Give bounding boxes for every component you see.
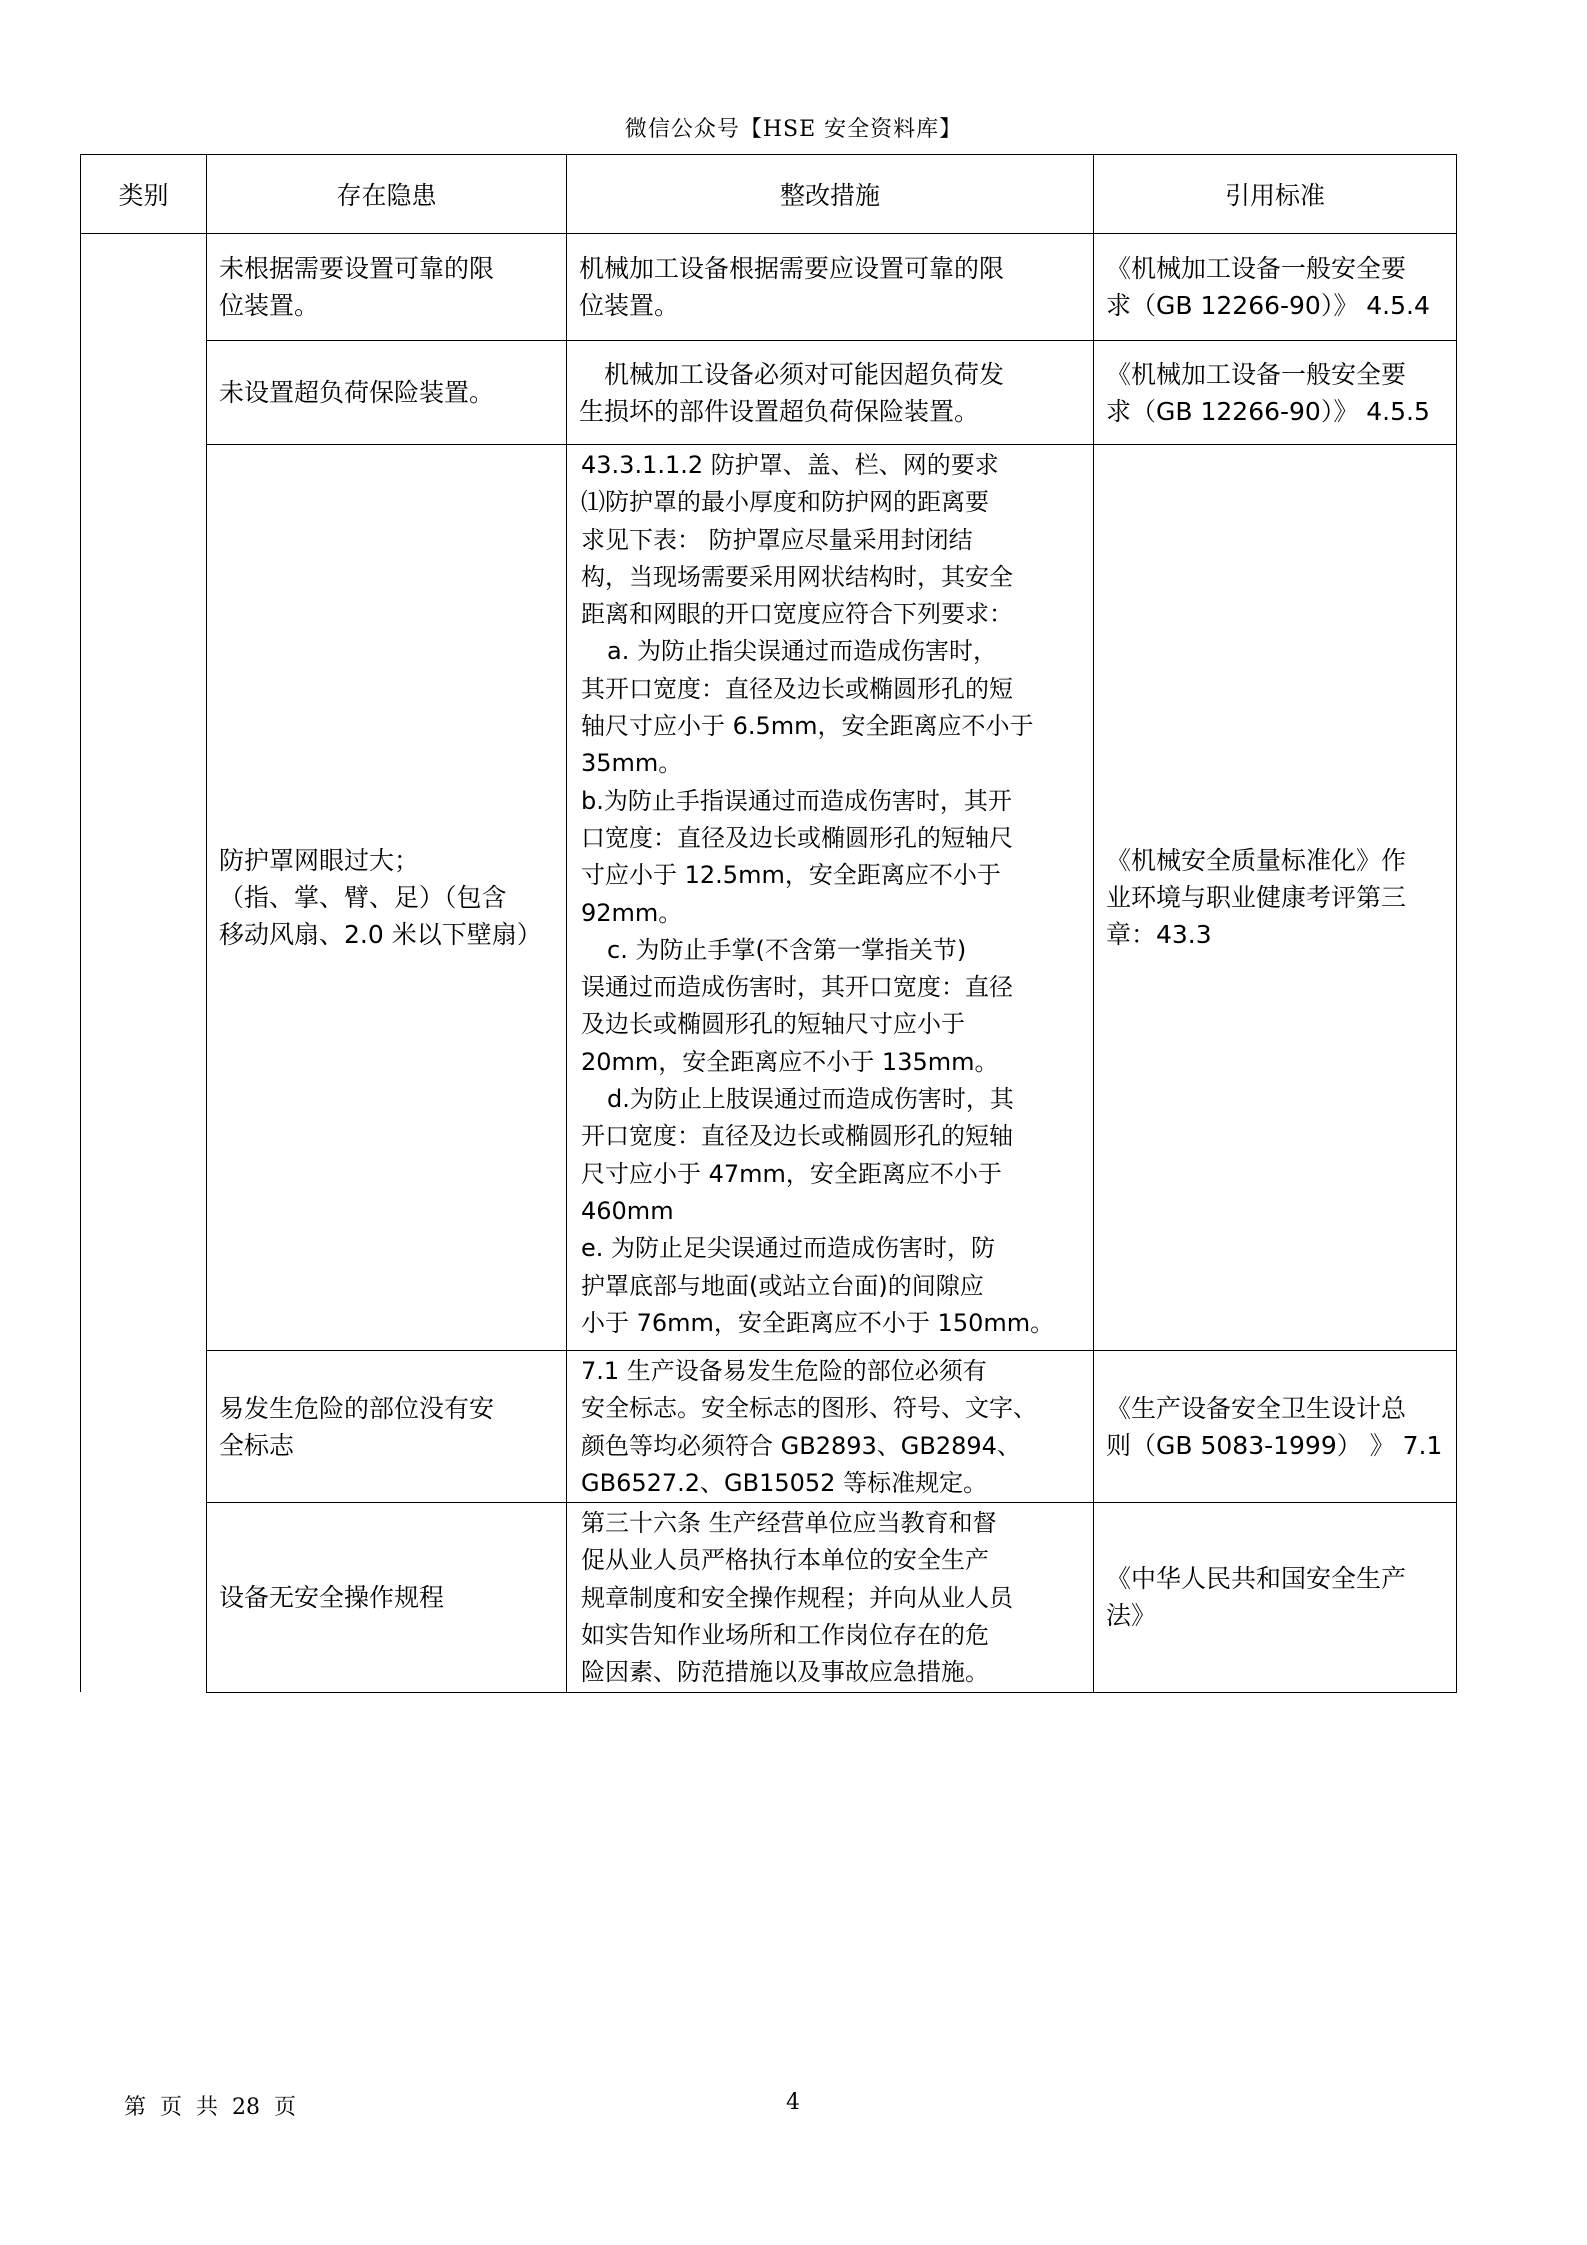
- measure-line: c. 为防止手掌(不含第一掌指关节): [607, 935, 967, 964]
- measure-line: 92mm。: [581, 898, 683, 927]
- standard-line: 业环境与职业健康考评第三: [1106, 883, 1407, 912]
- standard-line: 求（GB 12266-90）》 4.5.4: [1106, 291, 1430, 320]
- page-count-label: [124, 2090, 310, 2121]
- measure-line: 生损坏的部件设置超负荷保险装置。: [579, 396, 980, 426]
- measure-line: 构，当现场需要采用网状结构时，其安全: [581, 562, 1013, 591]
- measure-line: a. 为防止指尖误通过而造成伤害时，: [607, 637, 997, 666]
- hazard-line: 全标志: [219, 1430, 295, 1460]
- measure-line: 险因素、防范措施以及事故应急措施。: [581, 1658, 989, 1687]
- measure-line: 误通过而造成伤害时，其开口宽度：直径: [581, 973, 1013, 1002]
- measure-line: 规章制度和安全操作规程；并向从业人员: [581, 1583, 1013, 1612]
- standard-line: 《机械安全质量标准化》作: [1106, 846, 1407, 875]
- measure-line: 其开口宽度：直径及边长或椭圆形孔的短: [581, 674, 1013, 703]
- measure-cell: [567, 234, 1094, 341]
- measure-line: 位装置。: [579, 291, 680, 320]
- page-label-part: 页: [160, 2095, 183, 2120]
- measure-line: 开口宽度：直径及边长或椭圆形孔的短轴: [581, 1122, 1013, 1151]
- measure-line: 距离和网眼的开口宽度应符合下列要求：: [581, 600, 1013, 629]
- column-header-standard: 引用标准: [1094, 155, 1457, 234]
- standard-line: 求（GB 12266-90）》 4.5.5: [1106, 396, 1430, 426]
- hazard-cell: [207, 1351, 567, 1503]
- measure-line: 轴尺寸应小于 6.5mm，安全距离应不小于: [581, 712, 1034, 741]
- measure-line: 及边长或椭圆形孔的短轴尺寸应小于: [581, 1010, 965, 1039]
- standard-line: 《机械加工设备一般安全要: [1106, 359, 1407, 389]
- column-header-measure: 整改措施: [567, 155, 1094, 234]
- standard-line: 《中华人民共和国安全生产: [1106, 1564, 1407, 1594]
- hazard-line: 易发生危险的部位没有安: [219, 1393, 495, 1423]
- measure-line: 460mm: [581, 1196, 674, 1225]
- column-header-category: 类别: [81, 155, 207, 234]
- measure-line: b.为防止手指误通过而造成伤害时，其开: [581, 786, 1012, 815]
- measure-line: 护罩底部与地面(或站立台面)的间隙应: [581, 1271, 984, 1300]
- standard-line: 章：43.3: [1106, 920, 1212, 949]
- standard-cell: [1094, 341, 1457, 445]
- measure-line: 求见下表： 防护罩应尽量采用封闭结: [581, 525, 973, 554]
- page-label-part: 页: [274, 2095, 297, 2120]
- standard-cell: [1094, 234, 1457, 341]
- measure-line: d.为防止上肢误通过而造成伤害时，其: [607, 1085, 1014, 1114]
- table-header-row: [81, 155, 1457, 234]
- standard-line: 《机械加工设备一般安全要: [1106, 254, 1407, 283]
- page-label-part: 第: [124, 2095, 147, 2120]
- hazard-line: 未设置超负荷保险装置。: [219, 378, 495, 407]
- measure-line: 机械加工设备必须对可能因超负荷发: [579, 359, 1005, 389]
- table-row: [81, 234, 1457, 341]
- hazard-line: 设备无安全操作规程: [219, 1582, 445, 1612]
- hazard-cell: [207, 234, 567, 341]
- standard-line: 《生产设备安全卫生设计总: [1106, 1393, 1407, 1423]
- standard-cell: [1094, 445, 1457, 1351]
- standard-line: 则（GB 5083-1999） 》 7.1: [1106, 1430, 1443, 1460]
- table-row: [81, 1351, 1457, 1503]
- hazard-rectification-table: [80, 154, 1457, 1693]
- measure-line: 寸应小于 12.5mm，安全距离应不小于: [581, 861, 1001, 890]
- measure-line: 35mm。: [581, 749, 683, 778]
- page-number: 4: [786, 2090, 800, 2115]
- measure-line: GB6527.2、GB15052 等标准规定。: [581, 1468, 988, 1497]
- measure-cell: [567, 1503, 1094, 1692]
- measure-line: 口宽度：直径及边长或椭圆形孔的短轴尺: [581, 823, 1013, 852]
- hazard-line: 移动风扇、2.0 米以下壁扇）: [219, 920, 542, 949]
- hazard-cell: [207, 1503, 567, 1692]
- measure-line: 安全标志。安全标志的图形、符号、文字、: [581, 1394, 1037, 1423]
- page-label-part: 共: [196, 2095, 219, 2120]
- measure-cell: [567, 341, 1094, 445]
- category-cell: [81, 234, 207, 1693]
- measure-line: 如实告知作业场所和工作岗位存在的危: [581, 1621, 989, 1650]
- standard-line: 法》: [1106, 1601, 1157, 1631]
- measure-cell: [567, 1351, 1094, 1503]
- measure-line: 20mm，安全距离应不小于 135mm。: [581, 1047, 999, 1076]
- hazard-line: 位装置。: [219, 291, 320, 320]
- hazard-cell: [207, 341, 567, 445]
- hazard-line: 未根据需要设置可靠的限: [219, 254, 495, 283]
- standard-cell: [1094, 1503, 1457, 1692]
- measure-line: ⑴防护罩的最小厚度和防护网的距离要: [581, 488, 989, 517]
- hazard-line: 防护罩网眼过大；: [219, 846, 420, 875]
- table-row: [81, 341, 1457, 445]
- column-header-hazard: 存在隐患: [207, 155, 567, 234]
- table-row: [81, 1503, 1457, 1692]
- measure-line: 7.1 生产设备易发生危险的部位必须有: [581, 1357, 987, 1385]
- page-header: 微信公众号【HSE 安全资料库】: [624, 117, 963, 142]
- hazard-line: （指、掌、臂、足）（包含: [219, 883, 507, 912]
- measure-line: 43.3.1.1.2 防护罩、盖、栏、网的要求: [581, 451, 999, 479]
- measure-cell: [567, 445, 1094, 1351]
- measure-line: 促从业人员严格执行本单位的安全生产: [581, 1546, 989, 1575]
- hazard-cell: [207, 445, 567, 1351]
- measure-line: 尺寸应小于 47mm，安全距离应不小于: [581, 1159, 1002, 1188]
- table-row: [81, 445, 1457, 1351]
- standard-cell: [1094, 1351, 1457, 1503]
- measure-line: 小于 76mm，安全距离应不小于 150mm。: [581, 1308, 1055, 1337]
- measure-line: 第三十六条 生产经营单位应当教育和督: [581, 1509, 997, 1538]
- measure-line: 机械加工设备根据需要应设置可靠的限: [579, 254, 1005, 283]
- measure-line: 颜色等均必须符合 GB2893、GB2894、: [581, 1431, 1021, 1460]
- page-label-part: 28: [232, 2095, 261, 2120]
- measure-line: e. 为防止足尖误通过而造成伤害时，防: [581, 1234, 996, 1263]
